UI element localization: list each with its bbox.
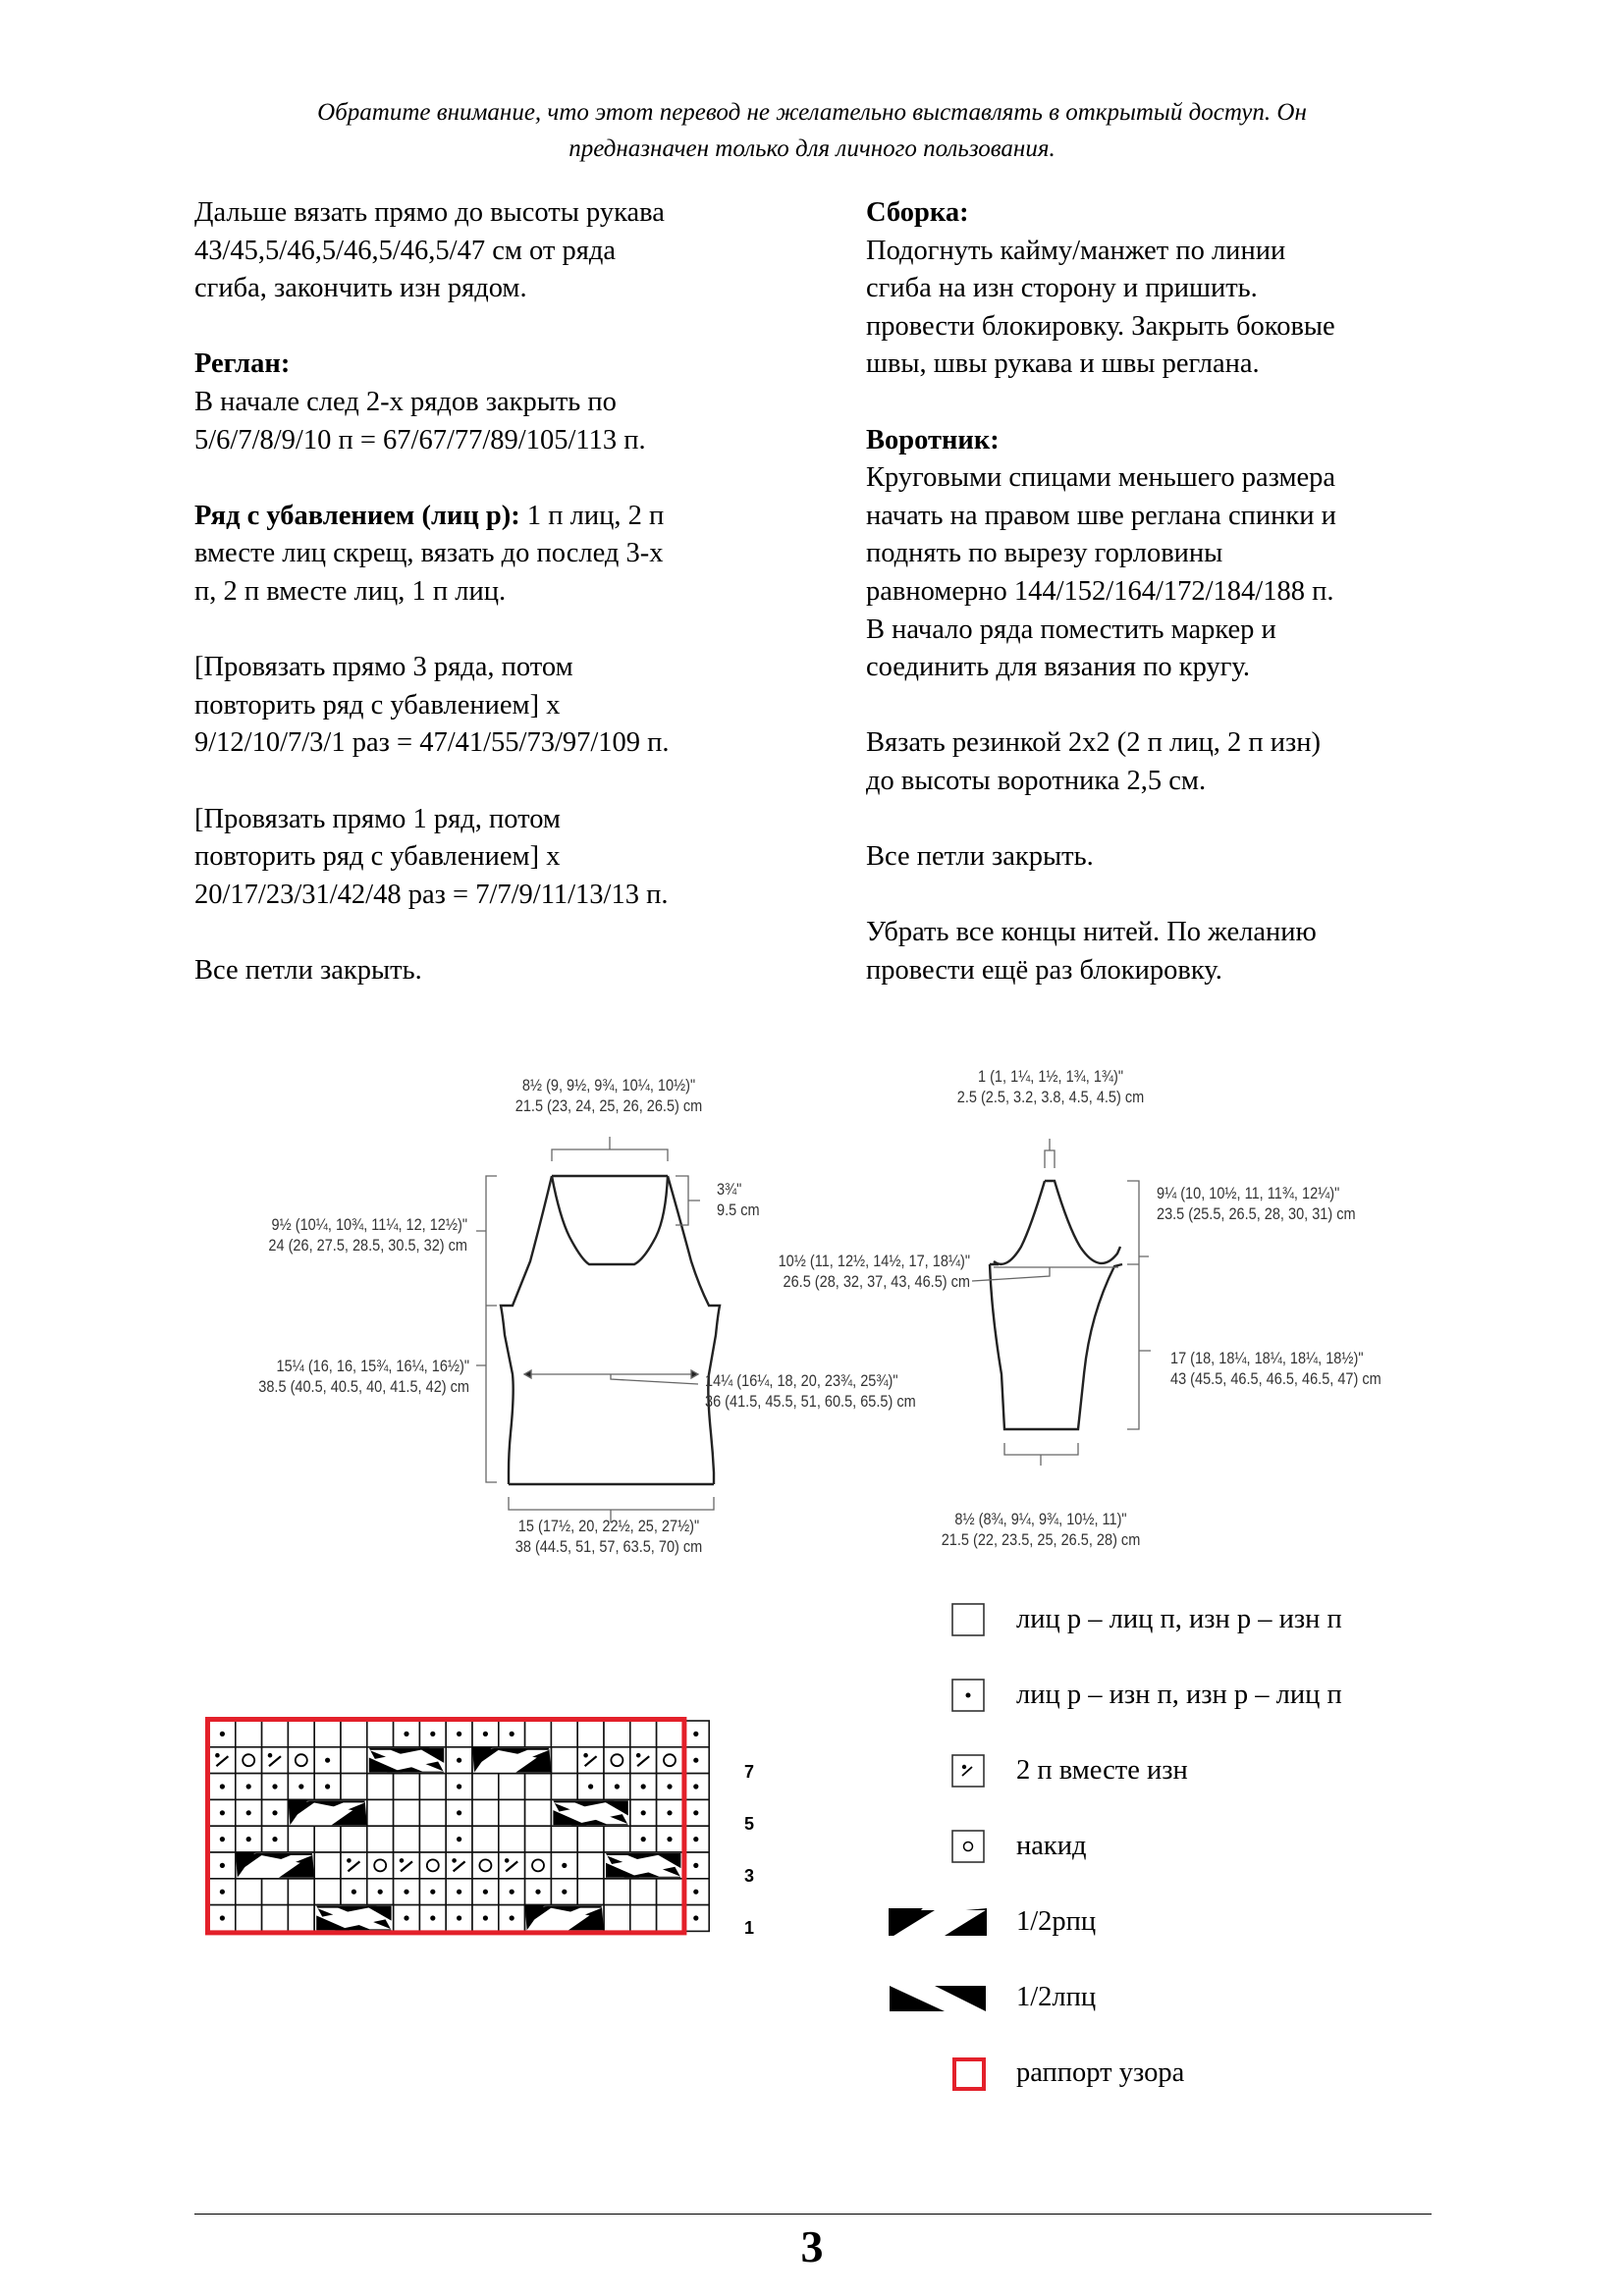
- text-line: вместе лиц скрещ, вязать до послед 3-х: [194, 538, 664, 569]
- right-cross-cable-icon: [884, 1900, 1001, 1944]
- section-heading-decrease-row: Ряд с убавлением (лиц р):: [194, 500, 520, 531]
- dim-cm: 2.5 (2.5, 3.2, 3.8, 4.5, 4.5) cm: [956, 1089, 1145, 1106]
- chart-cell: [472, 1774, 499, 1800]
- waist-width-line: [524, 1374, 698, 1384]
- purl-dot-icon: [246, 1810, 251, 1815]
- legend-label: лиц р – изн п, изн р – лиц п: [1016, 1680, 1342, 1710]
- text-line: Круговыми спицами меньшего размера: [866, 462, 1336, 494]
- purl-dot-icon: [272, 1810, 277, 1815]
- purl-dot-icon: [483, 1732, 488, 1736]
- chart-cell: [419, 1826, 446, 1852]
- row-number-5: 5: [744, 1814, 755, 1834]
- neck-depth-label: [717, 1180, 760, 1221]
- dim-cm: 36 (41.5, 45.5, 51, 60.5, 65.5) cm: [705, 1393, 916, 1411]
- chart-cell: [314, 1721, 341, 1747]
- chart-cell: [604, 1826, 630, 1852]
- body-dimension-lines: [476, 1137, 714, 1522]
- dim-cm: 21.5 (23, 24, 25, 26, 26.5) cm: [514, 1097, 703, 1115]
- purl-dot-icon: [641, 1810, 646, 1815]
- chart-cell: [394, 1799, 420, 1826]
- chart-cell: [499, 1799, 525, 1826]
- neck-width-label: [479, 1076, 738, 1117]
- purl-dot-icon: [483, 1915, 488, 1920]
- legend-item-purl: [884, 1674, 1473, 1717]
- purl-dot-icon: [457, 1758, 461, 1763]
- p2tog-dot: [636, 1753, 641, 1758]
- chart-cell: [367, 1826, 394, 1852]
- body-outline: [501, 1176, 720, 1484]
- chart-cell: [657, 1905, 683, 1932]
- text-line: поднять по вырезу горловины: [866, 538, 1223, 569]
- purl-dot-icon: [693, 1863, 698, 1868]
- chart-cell: [604, 1721, 630, 1747]
- chart-cell: [525, 1799, 552, 1826]
- text-line: 5/6/7/8/9/10 п = 67/67/77/89/105/113 п.: [194, 424, 646, 455]
- text-line: Подогнуть кайму/манжет по линии: [866, 235, 1286, 266]
- sleeve-dimension-lines: [972, 1139, 1151, 1466]
- dim-inches: 9½ (10¼, 10¾, 11¼, 12, 12½)": [271, 1216, 467, 1234]
- text-line: Все петли закрыть.: [866, 841, 1094, 873]
- dim-inches: 1 (1, 1¼, 1½, 1¾, 1¾)": [977, 1068, 1124, 1086]
- dim-cm: 26.5 (28, 32, 37, 43, 46.5) cm: [783, 1273, 970, 1291]
- purl-dot-icon: [562, 1863, 567, 1868]
- text-line: В начале след 2-х рядов закрыть по: [194, 386, 617, 417]
- text-line: повторить ряд с убавлением] х: [194, 841, 561, 873]
- stitch-chart: [196, 1708, 727, 1953]
- chart-cell: [499, 1774, 525, 1800]
- purl-dot-icon: [510, 1915, 514, 1920]
- purl-dot-icon: [693, 1810, 698, 1815]
- text-line: п, 2 п вместе лиц, 1 п лиц.: [194, 575, 507, 607]
- chart-cell: [236, 1721, 262, 1747]
- purl-dot-icon: [220, 1863, 225, 1868]
- text-line: 43/45,5/46,5/46,5/46,5/47 см от ряда: [194, 235, 616, 266]
- sleeve-shape: [990, 1181, 1122, 1429]
- left-cross-cable-icon: [884, 1976, 1001, 2019]
- purl-dot-icon: [457, 1732, 461, 1736]
- legend-item-knit: [884, 1598, 1473, 1641]
- purl-dot-icon: [325, 1758, 330, 1763]
- legend-item-yarn-over: [884, 1825, 1473, 1868]
- purl-dot-icon: [693, 1784, 698, 1789]
- purl-dot-icon: [352, 1890, 356, 1895]
- dim-inches: 14¼ (16¼, 18, 20, 23¾, 25¾)": [705, 1372, 898, 1390]
- chart-cell: [314, 1852, 341, 1879]
- purl-dot-icon: [483, 1890, 488, 1895]
- chart-cell: [288, 1826, 314, 1852]
- raglan-depth-label: [203, 1215, 467, 1256]
- purl-dot-icon: [693, 1915, 698, 1920]
- chart-cell: [419, 1852, 446, 1879]
- sleeve-cap-depth-label: [1157, 1184, 1356, 1225]
- chart-cell: [419, 1799, 446, 1826]
- chart-cell: [551, 1747, 577, 1774]
- purl-dot-icon: [220, 1915, 225, 1920]
- p2tog-dot: [400, 1858, 405, 1863]
- dim-inches: 3¾": [717, 1181, 742, 1199]
- purl-dot-icon: [325, 1784, 330, 1789]
- chart-cell: [604, 1905, 630, 1932]
- chart-cell: [262, 1721, 289, 1747]
- text-line: соединить для вязания по кругу.: [866, 652, 1250, 683]
- dim-cm: 24 (26, 27.5, 28.5, 30.5, 32) cm: [268, 1237, 467, 1255]
- chart-cell: [657, 1747, 683, 1774]
- dim-cm: 23.5 (25.5, 26.5, 28, 30, 31) cm: [1157, 1205, 1356, 1223]
- footer-divider: [194, 2214, 1432, 2215]
- row-number-7: 7: [744, 1762, 755, 1782]
- dim-inches: 9¼ (10, 10½, 11, 11¾, 12¼)": [1157, 1185, 1340, 1202]
- upper-width-line: [972, 1267, 1118, 1281]
- text-line: швы, швы рукава и швы реглана.: [866, 348, 1260, 380]
- dim-cm: 38.5 (40.5, 40.5, 40, 41.5, 42) cm: [258, 1378, 469, 1396]
- side-length-label: [186, 1357, 469, 1398]
- chart-cell: [314, 1879, 341, 1905]
- legend-label: 1/2рпц: [1016, 1906, 1097, 1937]
- legend-label: накид: [1016, 1831, 1087, 1861]
- purl-dot-icon: [220, 1784, 225, 1789]
- text-line: Убрать все концы нитей. По желанию: [866, 917, 1317, 948]
- chart-cell: [630, 1879, 657, 1905]
- purl-dot-icon: [693, 1837, 698, 1842]
- chart-cell: [577, 1852, 604, 1879]
- text-fragment: 1 п лиц, 2 п: [519, 500, 665, 531]
- purl-dot-icon: [378, 1890, 383, 1895]
- purl-dot-icon: [404, 1890, 408, 1895]
- chart-cell: [551, 1774, 577, 1800]
- purl-dot-icon: [588, 1784, 593, 1789]
- legend-label: 2 п вместе изн: [1016, 1755, 1188, 1786]
- chart-cell: [551, 1826, 577, 1852]
- dim-cm: 9.5 cm: [717, 1201, 760, 1219]
- chart-cell: [525, 1826, 552, 1852]
- purl-dot-icon: [693, 1890, 698, 1895]
- chart-cell: [657, 1879, 683, 1905]
- chart-cell: [367, 1774, 394, 1800]
- chart-cell: [236, 1879, 262, 1905]
- purl-dot-icon: [220, 1837, 225, 1842]
- dim-inches: 15 (17½, 20, 22½, 25, 27½)": [517, 1518, 700, 1535]
- dim-cm: 43 (45.5, 46.5, 46.5, 46.5, 47) cm: [1170, 1370, 1381, 1388]
- purl-dot-icon: [430, 1732, 435, 1736]
- p2tog-dot: [452, 1858, 457, 1863]
- chart-cell: [604, 1879, 630, 1905]
- text-line: 9/12/10/7/3/1 раз = 47/41/55/73/97/109 п.: [194, 727, 670, 759]
- purl-dot-icon: [667, 1784, 672, 1789]
- purl-dot-icon: [404, 1732, 408, 1736]
- text-line: провести блокировку. Закрыть боковые: [866, 310, 1335, 342]
- row-number-1: 1: [744, 1918, 755, 1938]
- text-line: сгиба на изн сторону и пришить.: [866, 273, 1258, 304]
- purl-dot-icon: [641, 1784, 646, 1789]
- text-line: В начало ряда поместить маркер и: [866, 614, 1276, 645]
- chart-cell: [262, 1905, 289, 1932]
- body-front-shape: [501, 1176, 720, 1484]
- chart-cell: [657, 1721, 683, 1747]
- chart-cell: [288, 1747, 314, 1774]
- chart-cell: [341, 1721, 367, 1747]
- chart-cell: [499, 1826, 525, 1852]
- purl-dot-icon: [457, 1784, 461, 1789]
- chart-cell: [630, 1905, 657, 1932]
- chart-cell: [472, 1799, 499, 1826]
- chart-cell: [236, 1747, 262, 1774]
- purl-dot-icon: [510, 1732, 514, 1736]
- legend-label: раппорт узора: [1016, 2057, 1185, 2088]
- dim-inches: 15¼ (16, 16, 15¾, 16¼, 16½)": [276, 1358, 469, 1375]
- dim-cm: 21.5 (22, 23.5, 25, 26.5, 28) cm: [941, 1531, 1141, 1549]
- chart-cell: [525, 1774, 552, 1800]
- sleeve-upper-width-label: [713, 1252, 970, 1293]
- legend-item-left-cross: [884, 1976, 1473, 2019]
- text-line: повторить ряд с убавлением] х: [194, 689, 561, 721]
- dim-inches: 8½ (8¾, 9¼, 9¾, 10½, 11)": [954, 1511, 1127, 1528]
- purl-dot-icon: [693, 1732, 698, 1736]
- sleeve-cuff-width-label: [911, 1510, 1170, 1551]
- text-line: до высоты воротника 2,5 см.: [866, 765, 1207, 796]
- p2tog-dot: [215, 1753, 220, 1758]
- purl-dot-icon: [220, 1732, 225, 1736]
- p2tog-dot: [347, 1858, 352, 1863]
- purl-dot-icon: [272, 1784, 277, 1789]
- sleeve-top-width-label: [921, 1067, 1180, 1108]
- legend-label: лиц р – лиц п, изн р – изн п: [1016, 1604, 1342, 1634]
- purl-dot-icon: [457, 1890, 461, 1895]
- dim-inches: 8½ (9, 9½, 9¾, 10¼, 10½)": [521, 1077, 696, 1095]
- p2tog-dot: [505, 1858, 510, 1863]
- dim-inches: 10½ (11, 12½, 14½, 17, 18¼)": [778, 1253, 970, 1270]
- notice-line-1: Обратите внимание, что этот перевод не желательно выставлять в открытый доступ. Он: [317, 99, 1307, 126]
- chart-cell: [630, 1721, 657, 1747]
- legend-item-right-cross: [884, 1900, 1473, 1944]
- cuff-width-bracket: [1004, 1443, 1078, 1466]
- chart-cell: [394, 1774, 420, 1800]
- dim-cm: 38 (44.5, 51, 57, 63.5, 70) cm: [514, 1538, 703, 1556]
- chart-cell: [341, 1747, 367, 1774]
- purl-dot-icon: [298, 1784, 303, 1789]
- section-heading-assembly: Сборка:: [866, 197, 969, 228]
- text-line: Вязать резинкой 2х2 (2 п лиц, 2 п изн): [866, 727, 1321, 759]
- top-width-bracket: [1045, 1139, 1055, 1168]
- purl-dot-icon: [615, 1784, 620, 1789]
- legend-item-repeat: [884, 2052, 1473, 2095]
- purl-dot-icon: [246, 1837, 251, 1842]
- text-line: равномерно 144/152/164/172/184/188 п.: [866, 575, 1334, 607]
- sleeve-outline: [990, 1181, 1122, 1429]
- text-line: начать на правом шве реглана спинки и: [866, 500, 1336, 531]
- legend-item-p2tog: [884, 1749, 1473, 1792]
- section-heading-raglan: Реглан:: [194, 348, 291, 380]
- chart-cell: [262, 1879, 289, 1905]
- purl-dot-icon: [430, 1915, 435, 1920]
- chart-cell: [577, 1879, 604, 1905]
- p2tog-dot: [268, 1753, 273, 1758]
- chart-cell: [419, 1774, 446, 1800]
- chart-cell: [551, 1721, 577, 1747]
- text-line: провести ещё раз блокировку.: [866, 954, 1222, 986]
- chart-cell: [236, 1905, 262, 1932]
- purl-dot-icon: [220, 1810, 225, 1815]
- chart-cell: [577, 1826, 604, 1852]
- chart-cell: [288, 1879, 314, 1905]
- purl-dot-icon: [220, 1890, 225, 1895]
- notice-line-2: предназначен только для личного пользования.: [568, 135, 1056, 162]
- purl-dot-icon: [693, 1758, 698, 1763]
- chart-cell: [394, 1826, 420, 1852]
- legend-label: 1/2лпц: [1016, 1982, 1097, 2012]
- chart-cell: [314, 1826, 341, 1852]
- purl-dot-icon: [457, 1810, 461, 1815]
- purl-dot-icon: [641, 1837, 646, 1842]
- chart-cell: [472, 1852, 499, 1879]
- chart-cell: [367, 1799, 394, 1826]
- chart-cell: [525, 1721, 552, 1747]
- row-number-3: 3: [744, 1866, 755, 1886]
- purl-dot-icon: [667, 1837, 672, 1842]
- text-line: 20/17/23/31/42/48 раз = 7/7/9/11/13/13 п.: [194, 879, 669, 910]
- purl-dot-icon: [272, 1837, 277, 1842]
- waist-width-label: [705, 1371, 916, 1413]
- chart-cell: [525, 1852, 552, 1879]
- text-line: [Провязать прямо 1 ряд, потом: [194, 803, 561, 834]
- text-line: Все петли закрыть.: [194, 954, 422, 986]
- chart-cell: [288, 1721, 314, 1747]
- p2tog-dot: [583, 1753, 588, 1758]
- purl-dot-icon: [510, 1890, 514, 1895]
- purl-dot-icon: [430, 1890, 435, 1895]
- purl-dot-icon: [457, 1837, 461, 1842]
- neck-width-bracket: [552, 1137, 668, 1161]
- sleeve-length-label: [1170, 1349, 1381, 1390]
- chart-cell: [367, 1721, 394, 1747]
- purl-dot-icon: [535, 1890, 540, 1895]
- purl-dot-icon: [562, 1890, 567, 1895]
- purl-dot-icon: [667, 1810, 672, 1815]
- section-heading-collar: Воротник:: [866, 424, 1000, 455]
- chart-cell: [604, 1747, 630, 1774]
- dim-inches: 17 (18, 18¼, 18¼, 18¼, 18½)": [1170, 1350, 1364, 1367]
- text-line: Дальше вязать прямо до высоты рукава: [194, 197, 665, 228]
- page-number: 3: [800, 2221, 824, 2271]
- left-height-bracket: [476, 1176, 497, 1482]
- chart-cell: [341, 1826, 367, 1852]
- chart-cell: [472, 1826, 499, 1852]
- purl-dot-icon: [457, 1915, 461, 1920]
- text-line: сгиба, закончить изн рядом.: [194, 273, 527, 304]
- sleeve-length-bracket: [1127, 1181, 1151, 1429]
- chart-cell: [288, 1905, 314, 1932]
- text-line: [Провязать прямо 3 ряда, потом: [194, 652, 573, 683]
- hem-width-label: [479, 1517, 738, 1558]
- chart-cell: [367, 1852, 394, 1879]
- chart-cell: [341, 1774, 367, 1800]
- chart-cell: [577, 1721, 604, 1747]
- purl-dot-icon: [246, 1784, 251, 1789]
- purl-dot-icon: [404, 1915, 408, 1920]
